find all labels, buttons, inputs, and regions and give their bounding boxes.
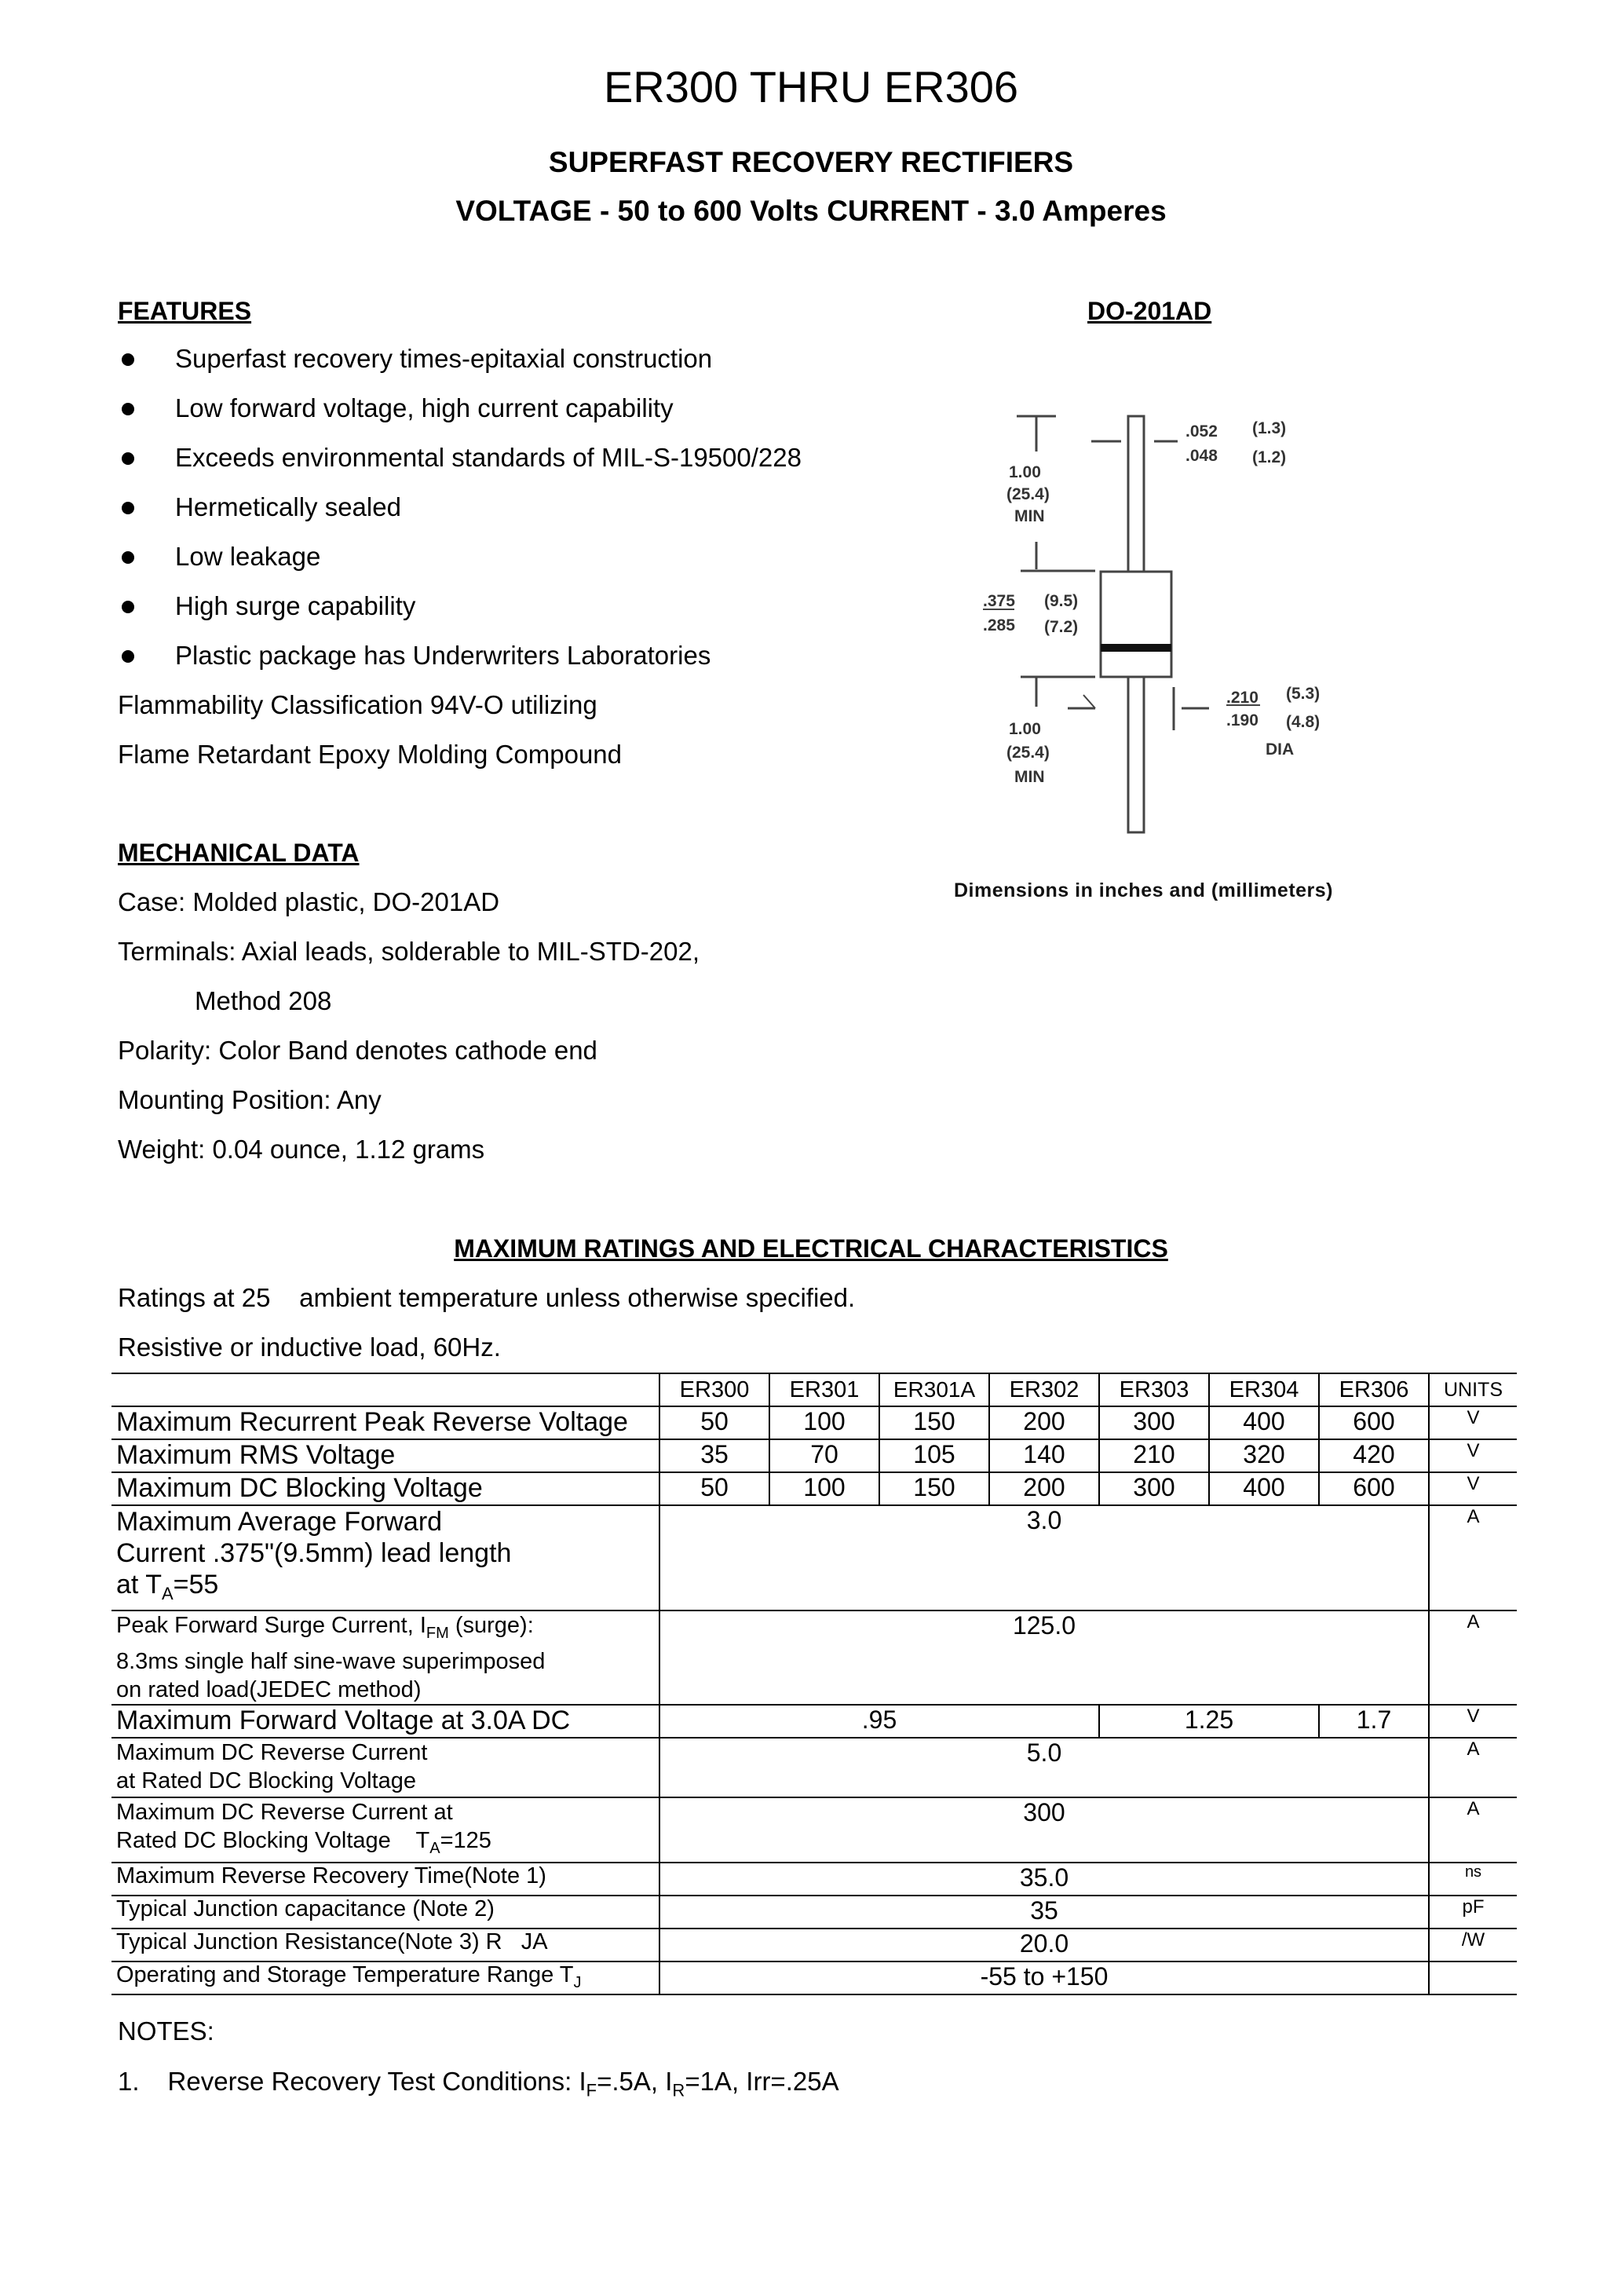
merged-cell: 300 [659,1797,1429,1863]
merged-cell: 1.25 [1099,1705,1319,1738]
col-header: ER306 [1319,1373,1429,1406]
cell: 210 [1099,1439,1209,1472]
param-label: Maximum DC Blocking Voltage [111,1472,659,1505]
note-item: 1. Reverse Recovery Test Conditions: $I_F=.5A$, $I_R=1A$, Irr=.25A [118,2067,839,2100]
merged-cell: -55 to +150 [659,1961,1429,1994]
col-header: ER303 [1099,1373,1209,1406]
param-label: Maximum Reverse Recovery Time(Note 1) [111,1863,659,1896]
param-label: Typical Junction capacitance (Note 2) [111,1896,659,1929]
table-row [111,1896,1517,1929]
unit-cell: A [1429,1738,1517,1797]
merged-cell: 5.0 [659,1738,1429,1797]
svg-text:(7.2): (7.2) [1044,618,1079,636]
mechanical-line: Polarity: Color Band denotes cathode end [118,1036,597,1065]
ratings-heading: MAXIMUM RATINGS AND ELECTRICAL CHARACTERISTICS [454,1234,1168,1263]
merged-cell: .95 [659,1705,1099,1738]
svg-text:MIN: MIN [1014,768,1045,786]
ratings-note: Resistive or inductive load, 60Hz. [118,1333,501,1362]
cell: 105 [879,1439,989,1472]
param-label: Typical Junction Resistance(Note 3) R JA [111,1929,659,1961]
bullet-icon [122,551,134,564]
bullet-icon [122,650,134,663]
svg-text:1.00: 1.00 [1009,463,1041,481]
unit-cell: A [1429,1610,1517,1705]
ratings-table [111,1373,1517,1995]
features-list [118,334,802,680]
unit-cell: V [1429,1705,1517,1738]
table-header-row [111,1373,1517,1406]
svg-text:.375: .375 [983,592,1015,610]
cell: 140 [989,1439,1099,1472]
svg-text:.052: .052 [1185,422,1218,441]
table-row [111,1705,1517,1738]
cell: 70 [769,1439,879,1472]
page-title: ER300 THRU ER306 [603,62,1019,112]
package-heading: DO-201AD [1087,297,1212,325]
merged-cell: 20.0 [659,1929,1429,1961]
ratings-note: Ratings at 25 ambient temperature unless otherwise specified. [118,1283,856,1312]
feature-item: Low leakage [118,532,802,581]
svg-text:.048: .048 [1185,447,1218,465]
param-label: Peak Forward Surge Current, $I_{FM}$ (surge): 8.3ms single half sine-wave superimposed on rated load(JEDEC method) [111,1610,659,1705]
package-outline-diagram [926,393,1397,848]
svg-text:(25.4): (25.4) [1006,744,1050,762]
col-header: ER302 [989,1373,1099,1406]
table-row [111,1406,1517,1439]
unit-cell: /W [1429,1929,1517,1961]
feature-item: Superfast recovery times-epitaxial construction [118,334,802,383]
bullet-icon [122,601,134,613]
col-header: ER301 [769,1373,879,1406]
table-row [111,1610,1517,1705]
mechanical-line: Case: Molded plastic, DO-201AD [118,887,500,916]
feature-item: Low forward voltage, high current capability [118,383,802,433]
col-header: ER301A [879,1373,989,1406]
cell: 50 [659,1472,769,1505]
cell: 100 [769,1472,879,1505]
cell: 320 [1209,1439,1319,1472]
cell: 200 [989,1406,1099,1439]
subtitle: SUPERFAST RECOVERY RECTIFIERS [548,146,1074,178]
unit-cell [1429,1961,1517,1994]
cell: 200 [989,1472,1099,1505]
mechanical-line: Mounting Position: Any [118,1085,382,1114]
feature-continuation: Flammability Classification 94V-O utilizing [118,690,597,719]
bullet-icon [122,452,134,465]
cell: 300 [1099,1406,1209,1439]
unit-cell: ns [1429,1863,1517,1896]
cell: 100 [769,1406,879,1439]
table-row [111,1797,1517,1863]
svg-text:MIN: MIN [1014,507,1045,525]
svg-text:.190: .190 [1226,711,1259,729]
feature-item: High surge capability [118,581,802,631]
table-row [111,1863,1517,1896]
header-blank [111,1373,659,1406]
notes-heading: NOTES: [118,2016,214,2046]
svg-text:1.00: 1.00 [1009,720,1041,738]
cell: 420 [1319,1439,1429,1472]
table-row [111,1738,1517,1797]
merged-cell: 35 [659,1896,1429,1929]
feature-item: Exceeds environmental standards of MIL-S-19500/228 [118,433,802,482]
cell: 150 [879,1406,989,1439]
feature-continuation: Flame Retardant Epoxy Molding Compound [118,740,623,769]
table-row [111,1439,1517,1472]
svg-text:(4.8): (4.8) [1286,713,1321,731]
merged-cell: 125.0 [659,1610,1429,1705]
param-label: Maximum Recurrent Peak Reverse Voltage [111,1406,659,1439]
mechanical-heading: MECHANICAL DATA [118,839,360,867]
cell: 50 [659,1406,769,1439]
col-header: ER304 [1209,1373,1319,1406]
param-label: Maximum Forward Voltage at 3.0A DC [111,1705,659,1738]
cell: 150 [879,1472,989,1505]
svg-text:.285: .285 [983,616,1015,634]
mechanical-line: Method 208 [195,986,332,1015]
svg-text:(1.3): (1.3) [1252,419,1287,437]
units-header: UNITS [1429,1373,1517,1406]
diagram-caption: Dimensions in inches and (millimeters) [954,879,1334,901]
unit-cell: pF [1429,1896,1517,1929]
table-row [111,1961,1517,1994]
svg-text:(9.5): (9.5) [1044,592,1079,610]
cell: 35 [659,1439,769,1472]
cell: 400 [1209,1472,1319,1505]
merged-cell: 3.0 [659,1505,1429,1610]
unit-cell: V [1429,1472,1517,1505]
param-label: Maximum RMS Voltage [111,1439,659,1472]
table-row [111,1929,1517,1961]
merged-cell: 35.0 [659,1863,1429,1896]
svg-text:(25.4): (25.4) [1006,485,1050,503]
param-label: Maximum DC Reverse Current at Rated DC Blocking Voltage $T_A=125$ [111,1797,659,1863]
unit-cell: A [1429,1505,1517,1610]
bullet-icon [122,403,134,415]
svg-text:DIA: DIA [1266,740,1295,759]
cell: 600 [1319,1406,1429,1439]
svg-text:(5.3): (5.3) [1286,685,1321,703]
svg-text:(1.2): (1.2) [1252,448,1287,466]
subtitle-ratings: VOLTAGE - 50 to 600 Volts CURRENT - 3.0 Amperes [455,195,1167,227]
table-row [111,1472,1517,1505]
bullet-icon [122,502,134,514]
mechanical-line: Weight: 0.04 ounce, 1.12 grams [118,1135,485,1164]
mechanical-line: Terminals: Axial leads, solderable to MIL-STD-202, [118,937,700,966]
cell: 600 [1319,1472,1429,1505]
feature-item: Hermetically sealed [118,482,802,532]
features-heading: FEATURES [118,297,252,325]
param-label: Maximum Average Forward Current .375"(9.5mm) lead length at $T_A=55$ [111,1505,659,1610]
col-header: ER300 [659,1373,769,1406]
param-label: Maximum DC Reverse Current at Rated DC Blocking Voltage [111,1738,659,1797]
unit-cell: V [1429,1406,1517,1439]
feature-item: Plastic package has Underwriters Laboratories [118,631,802,680]
param-label: Operating and Storage Temperature Range $T_J$ [111,1961,659,1994]
table-row [111,1505,1517,1610]
cell: 300 [1099,1472,1209,1505]
unit-cell: V [1429,1439,1517,1472]
cell: 1.7 [1319,1705,1429,1738]
bullet-icon [122,353,134,366]
cell: 400 [1209,1406,1319,1439]
svg-text:.210: .210 [1226,689,1259,707]
unit-cell: A [1429,1797,1517,1863]
